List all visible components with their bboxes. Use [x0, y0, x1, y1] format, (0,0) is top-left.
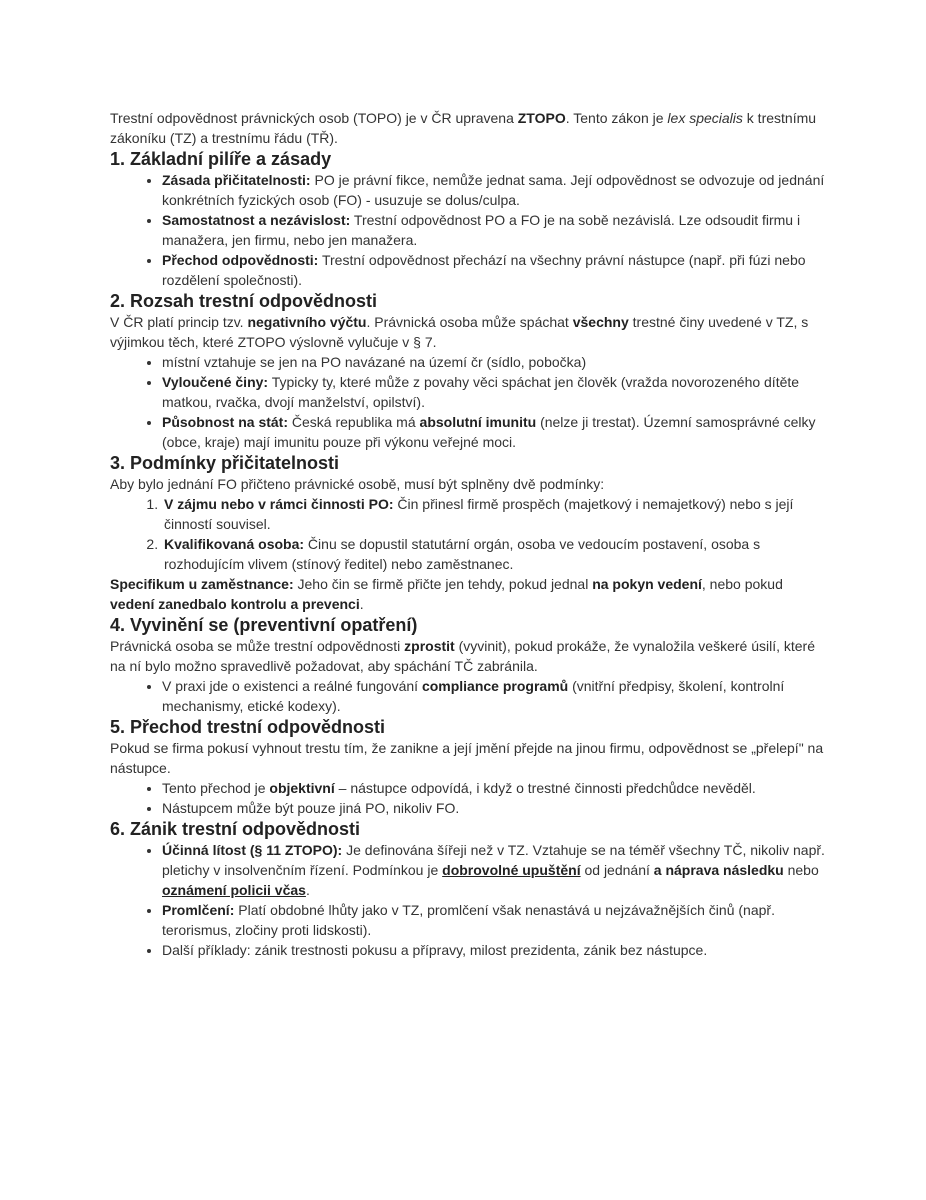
- paragraph-bold: vedení zanedbalo kontrolu a prevenci: [110, 596, 360, 612]
- paragraph-text: Jeho čin se firmě přičte jen tehdy, pokud jednal: [293, 576, 593, 592]
- item-text: Činu se dopustil statutární orgán, osoba ve vedoucím postavení, osoba s rozhodujícím vlivem (stínový ředitel) nebo zaměstnanec.: [164, 536, 761, 572]
- item-bold: absolutní imunitu: [419, 414, 537, 430]
- intro-italic: lex specialis: [667, 110, 743, 126]
- section-5-paragraph: Pokud se firma pokusí vyhnout trestu tím, že zanikne a její jmění přejde na jinou firmu, odpovědnost se „přelepí" na nástupce.: [110, 740, 824, 776]
- item-text: Česká republika má: [288, 414, 420, 430]
- item-bold: compliance programů: [421, 678, 569, 694]
- section-2-list: [110, 352, 830, 452]
- list-item: • Další příklady: zánik trestnosti pokusu a přípravy, milost prezidenta, zánik bez nástupce.: [162, 940, 830, 960]
- item-text: .: [305, 882, 310, 898]
- document-content: [110, 108, 830, 960]
- paragraph-bold: zprostit: [404, 638, 455, 654]
- item-text: V praxi jde o existenci a reálné fungování: [162, 678, 422, 694]
- intro-text: . Tento zákon je: [565, 110, 668, 126]
- item-term: Samostatnost a nezávislost:: [162, 212, 351, 228]
- section-2-paragraph: [110, 312, 830, 352]
- item-text: Trestní odpovědnost PO a FO je na sobě nezávislá. Lze odsoudit firmu i manažera, jen firmu, nebo jen manažera.: [162, 212, 801, 248]
- paragraph-bold: všechny: [572, 314, 629, 330]
- item-text: od jednání: [580, 862, 654, 878]
- list-item: [162, 170, 830, 210]
- paragraph-text: .: [359, 596, 364, 612]
- item-text: (nelze ji trestat). Územní samosprávné celky (obce, kraje) mají imunitu pouze při výkonu veřejné moci.: [162, 414, 816, 450]
- item-text: PO je právní fikce, nemůže jednat sama. Její odpovědnost se odvozuje od jednání konkrétních fyzických osob (FO) - usuzuje se dolus/culpa.: [162, 172, 825, 208]
- list-item: • Nástupcem může být pouze jiná PO, nikoliv FO.: [162, 798, 830, 818]
- paragraph-bold: na pokyn vedení: [592, 576, 702, 592]
- item-text: Čin přinesl firmě prospěch (majetkový i nemajetkový) nebo s její činností souvisel.: [164, 496, 794, 532]
- item-text: Platí obdobné lhůty jako v TZ, promlčení však nenastává u nejzávažnějších činů (např. terorismus, zločiny proti lidskosti).: [162, 902, 775, 938]
- item-text: Tento přechod je: [162, 780, 270, 796]
- list-item: [162, 494, 830, 534]
- list-item: [162, 534, 830, 574]
- paragraph-text: trestné činy uvedené v TZ, s výjimkou těch, které ZTOPO výslovně vylučuje v § 7.: [110, 314, 809, 350]
- section-3-heading: 3. Podmínky přičitatelnosti: [110, 453, 340, 473]
- section-4-list: [110, 676, 830, 716]
- item-text: Typicky ty, které může z povahy věci spáchat jen člověk (vražda novorozeného dítěte matkou, rvačka, dvojí manželství, opilství).: [162, 374, 800, 410]
- intro-text: Trestní odpovědnost právnických osob (TOPO) je v ČR upravena: [110, 110, 518, 126]
- list-item: [162, 676, 830, 716]
- intro-text: k trestnímu zákoníku (TZ) a trestnímu řádu (TŘ).: [110, 110, 817, 146]
- list-item: [162, 840, 830, 900]
- section-1-list: [110, 170, 830, 290]
- paragraph-text: , nebo pokud: [701, 576, 783, 592]
- item-term: Účinná lítost (§ 11 ZTOPO):: [162, 842, 343, 858]
- list-item: [162, 210, 830, 250]
- section-3-specific-paragraph: [110, 574, 830, 614]
- item-term: Zásada přičitatelnosti:: [162, 172, 311, 188]
- section-6-heading: 6. Zánik trestní odpovědnosti: [110, 819, 361, 839]
- item-bold: objektivní: [269, 780, 335, 796]
- section-5-list: [110, 778, 830, 818]
- item-text: Je definována šířeji než v TZ. Vztahuje se na téměř všechny TČ, nikoliv např. pletichy v insolvenčním řízení. Podmínkou je: [162, 842, 825, 878]
- item-bold: a náprava následku: [653, 862, 784, 878]
- item-term: V zájmu nebo v rámci činnosti PO:: [164, 496, 394, 512]
- section-3-list: [110, 494, 830, 574]
- intro-bold: ZTOPO: [517, 110, 566, 126]
- paragraph-text: . Právnická osoba může spáchat: [366, 314, 573, 330]
- item-term: Přechod odpovědnosti:: [162, 252, 319, 268]
- section-4-heading: 4. Vyvinění se (preventivní opatření): [110, 615, 418, 635]
- list-item: [162, 778, 830, 798]
- list-item: [162, 900, 830, 940]
- section-4-paragraph: [110, 636, 830, 676]
- list-item: [162, 412, 830, 452]
- item-underlined-bold: dobrovolné upuštění: [442, 862, 581, 878]
- section-6-list: [110, 840, 830, 960]
- item-term: Promlčení:: [162, 902, 235, 918]
- paragraph-text: (vyvinit), pokud prokáže, že vynaložila veškeré úsilí, které na ní bylo možno spravedlivě požadovat, aby spáchání TČ zabránila.: [110, 638, 815, 674]
- section-2-heading: 2. Rozsah trestní odpovědnosti: [110, 291, 378, 311]
- item-term: Vyloučené činy:: [162, 374, 269, 390]
- section-5-heading: 5. Přechod trestní odpovědnosti: [110, 717, 386, 737]
- item-term: Kvalifikovaná osoba:: [164, 536, 305, 552]
- item-text: (vnitřní předpisy, školení, kontrolní mechanismy, etické kodexy).: [162, 678, 785, 714]
- paragraph-text: Právnická osoba se může trestní odpovědnosti: [110, 638, 405, 654]
- paragraph-bold: Specifikum u zaměstnance:: [110, 576, 294, 592]
- list-item: [162, 250, 830, 290]
- section-3-paragraph: Aby bylo jednání FO přičteno právnické osobě, musí být splněny dvě podmínky:: [110, 476, 605, 492]
- paragraph-text: V ČR platí princip tzv.: [110, 314, 248, 330]
- item-text: nebo: [783, 862, 819, 878]
- item-text: Trestní odpovědnost přechází na všechny právní nástupce (např. při fúzi nebo rozdělení společnosti).: [162, 252, 806, 288]
- item-underlined-bold: oznámení policii včas: [162, 882, 306, 898]
- paragraph-bold: negativního výčtu: [247, 314, 367, 330]
- item-term: Působnost na stát:: [162, 414, 289, 430]
- section-1-heading: 1. Základní pilíře a zásady: [110, 149, 332, 169]
- list-item: • místní vztahuje se jen na PO navázané na území čr (sídlo, pobočka): [162, 352, 830, 372]
- intro-paragraph: [110, 108, 830, 148]
- item-text: – nástupce odpovídá, i když o trestné činnosti předchůdce nevěděl.: [334, 780, 756, 796]
- list-item: [162, 372, 830, 412]
